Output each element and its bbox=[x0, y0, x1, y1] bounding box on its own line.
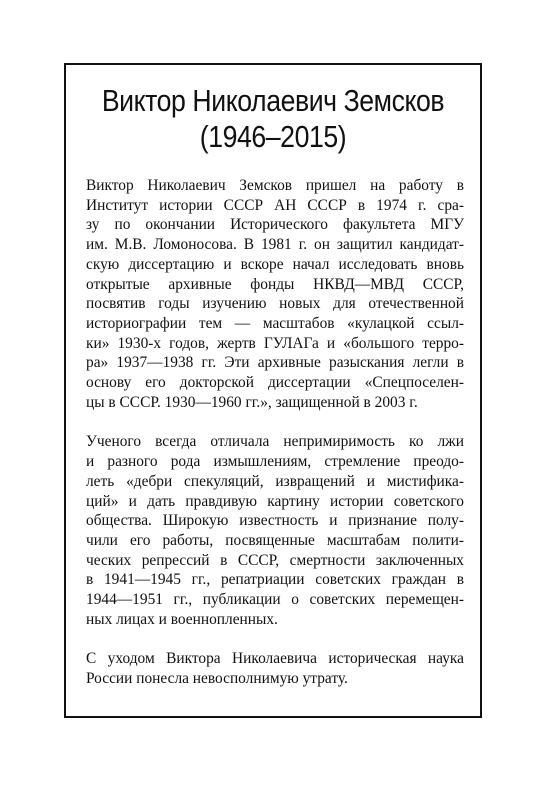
text-line: Виктор Николаевич Земсков пришел на работу в bbox=[86, 177, 464, 194]
text-line: открытые архивные фонды НКВД—МВД СССР, bbox=[86, 275, 464, 293]
text-line: ческих репрессий в СССР, смертности заключенных bbox=[86, 551, 464, 569]
text-line: ций» и дать правдивую картину истории советского bbox=[86, 492, 464, 510]
text-line: леть «дебри спекуляций, извращений и мистифика- bbox=[86, 472, 464, 490]
paragraph-closing bbox=[86, 649, 464, 688]
text-line: чили его работы, посвященные масштабам полити- bbox=[86, 531, 464, 549]
text-line: России понесла невосполнимую утрату. bbox=[86, 670, 348, 688]
text-line: Ученого всегда отличала непримиримость ко лжи bbox=[86, 433, 464, 451]
obituary-body bbox=[86, 176, 464, 709]
text-line: ра» 1937—1938 гг. Эти архивные разыскания легли в bbox=[86, 354, 464, 372]
life-years: (1946–2015) bbox=[199, 119, 347, 154]
text-line: им. М.В. Ломоносова. В 1981 г. он защитил кандидат- bbox=[86, 236, 464, 254]
text-line: Институт истории СССР АН СССР в 1974 г. сра- bbox=[86, 196, 464, 214]
text-line: ки» 1930-х годов, жертв ГУЛАГа и «большого терро- bbox=[86, 334, 464, 352]
obituary-frame bbox=[64, 63, 482, 718]
text-line: цы в СССР. 1930—1960 гг.», защищенной в 2003 г. bbox=[86, 393, 418, 411]
person-name: Виктор Николаевич Земсков bbox=[101, 83, 445, 118]
text-line: в 1941—1945 гг., репатриации советских граждан в bbox=[86, 571, 464, 589]
text-line: С уходом Виктора Николаевича историческая наука bbox=[86, 650, 464, 668]
text-line: ных лицах и военнопленных. bbox=[86, 610, 278, 628]
text-line: и разного рода измышлениям, стремление преодо- bbox=[86, 453, 464, 471]
text-line: посвятив годы изучению новых для отечественной bbox=[86, 295, 464, 313]
paragraph-career bbox=[86, 176, 464, 412]
text-line: 1944—1951 гг., публикации о советских перемещен- bbox=[86, 591, 464, 609]
text-line: скую диссертацию и вскоре начал исследовать вновь bbox=[86, 255, 464, 273]
text-line: зу по окончании Исторического факультета МГУ bbox=[86, 216, 464, 234]
obituary-heading bbox=[95, 83, 451, 155]
paragraph-legacy bbox=[86, 432, 464, 629]
text-line: основу его докторской диссертации «Спецпоселен- bbox=[86, 374, 464, 392]
text-line: историографии тем — масштабов «кулацкой ссыл- bbox=[86, 314, 464, 332]
text-line: общества. Широкую известность и признание полу- bbox=[86, 512, 464, 530]
